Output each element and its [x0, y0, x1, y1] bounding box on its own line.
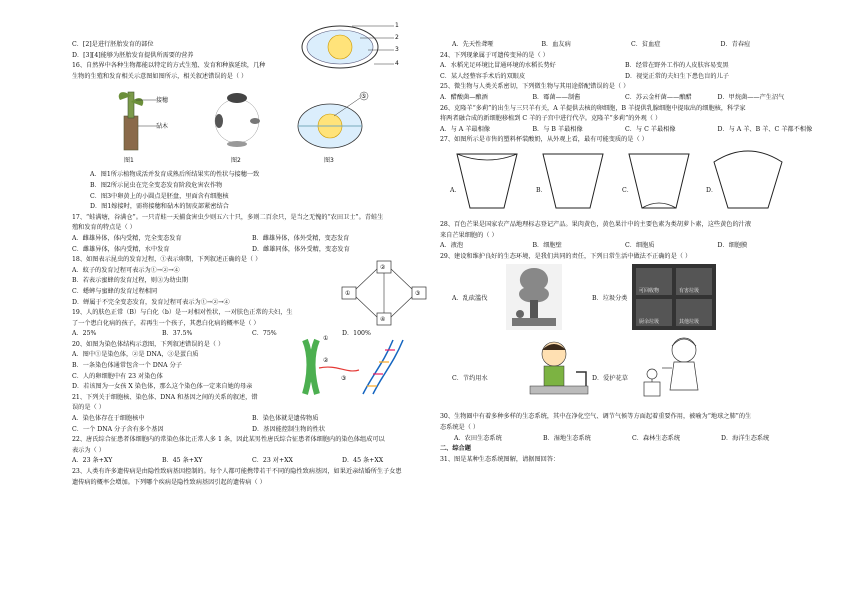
cycle-node-3: ③: [415, 290, 421, 298]
q23-stem: 23、人类有许多遗传病是由隐性致病基因控制的。每个人都可能携带若干不同的隐性致病基因，如果近亲结婚所生子女患: [72, 468, 402, 475]
q22-stem: 22、唐氏综合征患者体细胞内的常染色体比正常人多 1 条，因此某男性唐氏综合征患者体细胞内的染色体组成可以: [72, 436, 385, 444]
q18-stem: 18、如图表示昆虫的发育过程，①表示卵期，下列叙述正确的是（ ）: [72, 256, 262, 264]
q22-option-a: A．23 条+XY: [72, 457, 113, 465]
q29-option-d: D．爱护花草: [592, 375, 628, 383]
q30-option-c: C．森林生态系统: [632, 434, 681, 442]
q19-option-b: B．37.5%: [162, 330, 193, 338]
grafting-figure: [102, 86, 172, 164]
q17-stem: 17、“蛙满塘，谷满仓”。一只青蛙一天捕食害虫少则五六十只，多则二百余只，是当之无愧的“农田卫士”。青蛙生: [72, 213, 384, 221]
q19-option-a: A．25%: [72, 330, 97, 338]
cup-c-icon: [626, 150, 692, 212]
text-line: 16、自然界中各种生物都能以特定的方式生殖、发育和种族延续，几种: [72, 62, 266, 70]
chromo-label-1: ①: [323, 334, 329, 342]
q19-stem: 19、人的肤色正常（B）与白化（b）是一对相对性状，一对肤色正常的夫妇，生: [72, 309, 293, 317]
fig2-caption: 图2: [231, 157, 241, 165]
q21-option-b: B．染色体就是遗传物质: [252, 415, 319, 423]
q28-option-a: A．液泡: [440, 242, 464, 250]
q26-option-d: D．与 A 羊、B 羊、C 羊都不相像: [717, 125, 813, 133]
q28-stem: 来自芒果细胞的（ ）: [440, 231, 498, 239]
q28-option-d: D．细胞膜: [717, 242, 748, 250]
q30-option-d: D．海洋生态系统: [721, 434, 770, 442]
q26-option-a: A．与 A 羊最相像: [440, 125, 490, 133]
q23-stem: 遗传病的概率会增加。下列哪个疾病是隐性致病基因引起的遗传病（ ）: [72, 478, 266, 486]
q16-figures: [72, 82, 432, 170]
q17-option-b: B．雌雄异体，体外受精，变态发育: [252, 234, 350, 242]
q18-option-a: A．蚊子的发育过程可表示为①→②→④: [72, 266, 180, 274]
q25-stem: 25、微生物与人类关系密切，下列微生物与其用途搭配错误的是（ ）: [440, 83, 630, 91]
q21-option-d: D．基因能控制生物的性状: [252, 425, 326, 433]
q29-option-a: A．乱砍滥伐: [452, 295, 488, 303]
deforestation-icon: [506, 264, 562, 330]
text-line: D．[3][4]能够为胚胎发育提供所需要的营养: [72, 51, 194, 59]
q29-stem: 29、建设和维护良好的生态环境，是我们共同的责任，下列日常生活中做法不正确的是（ ）: [440, 252, 692, 260]
q22-option-b: B．45 条+XY: [162, 457, 203, 465]
q26-stem: 将两者融合成的新细胞移植到 C 羊的子宫中进行代孕。克隆羊“多莉”的外观（ ）: [440, 115, 662, 123]
q28-option-c: C．细胞质: [625, 242, 655, 250]
egg-label-5: ⑤: [361, 93, 367, 101]
q30-stem: 态系统是（ ）: [440, 423, 480, 431]
q26-option-b: B．与 B 羊最相像: [532, 125, 583, 133]
q19-option-c: C．75%: [252, 330, 277, 338]
q20-option-c: C．人的卵细胞中有 23 对染色体: [72, 372, 163, 380]
q25-option-c: C．苏云金杆菌——酿醋: [625, 93, 692, 101]
q31-stem: 31、图是某种生态系统图解，请据图回答：: [440, 455, 560, 463]
cup-d-icon: [710, 146, 786, 212]
q21-stem: 21、下列关于细胞核、染色体、DNA 和基因之间的关系的叙述，错: [72, 393, 258, 401]
q16-option-b: B．图2所示昆虫在完全变态发育阶段危害农作物: [90, 181, 223, 189]
egg-label-4: 4: [395, 60, 399, 67]
q17-option-a: A．雌雄异体，体内受精，完全变态发育: [72, 234, 182, 242]
q16-option-c: C．图3中卵黄上的小圆点是胚盘，里面含有细胞核: [90, 192, 229, 200]
q25-option-a: A．醋酸菌—酿酒: [440, 93, 488, 101]
q28-stem: 28、百色芒果是国家农产品地理标志登记产品。果肉黄色，黄色果汁中的主要色素为类胡萝卜素，这些黄色的汁液: [440, 220, 752, 228]
q24-stem: 24、下列现象属于可遗传变异的是（ ）: [440, 51, 549, 59]
q17-option-c: C．雌雄异体，体内受精，水中发育: [72, 245, 170, 253]
chromosome-dna-diagram: [297, 334, 412, 402]
egg-figure-3: [294, 86, 374, 164]
scion-label: 接穗: [156, 97, 169, 105]
q23-option-d: D．青春痘: [720, 41, 751, 48]
egg-label-2: 2: [395, 34, 399, 41]
q24-option-a: A．水稻光足环境比冒通环境的水稻长势好: [440, 62, 556, 70]
water-saving-icon: [526, 338, 594, 404]
insect-cycle-figure: [207, 86, 267, 164]
q23-option-a: A．先天性聋哑: [452, 41, 494, 48]
cup-b-icon: [540, 150, 606, 212]
q18-option-b: B．若表示蜜蜂的发育过程，则③为幼虫期: [72, 277, 188, 285]
q29-pictures: [440, 262, 810, 412]
garbage-sort-panel: [632, 264, 716, 330]
cup-option-a: A．: [450, 186, 461, 194]
q24-option-b: B．经常在野外工作的人皮肤容易变黑: [625, 62, 729, 70]
cup-option-d: D．: [706, 186, 718, 194]
q23-option-b: B．血友病: [541, 41, 571, 48]
cycle-node-1: ①: [345, 290, 351, 298]
q21-option-c: C．一个 DNA 分子含有多个基因: [72, 425, 164, 433]
q25-option-d: D．甲烷菌——产生沼气: [717, 93, 785, 101]
q21-option-a: A．染色体存在于细胞核中: [72, 415, 145, 423]
fig1-caption: 图1: [124, 157, 134, 165]
cycle-node-4: ④: [380, 316, 386, 324]
cup-a-icon: [454, 150, 520, 212]
q24-option-c: C．某人经整容手术后的双眼皮: [440, 72, 526, 80]
q30-option-b: B．湿地生态系统: [543, 434, 591, 442]
q24-option-d: D．视觉正常的夫妇生下患色盲的儿子: [625, 72, 729, 80]
q30-stem: 30、生物圈中有着多种多样的生态系统，其中在净化空气、调节气候等方面起着重要作用，被喻为“地球之肺”的生: [440, 413, 752, 421]
egg-label-3: 3: [395, 46, 399, 53]
bin-label-recyclable: 可回收物: [639, 288, 660, 295]
q23-option-c: C．贫血症: [631, 41, 661, 48]
q28-option-b: B．细胞壁: [532, 242, 562, 250]
q22-option-d: D．45 条+XX: [342, 457, 384, 465]
cycle-node-2: ②: [380, 264, 386, 272]
bin-label-kitchen: 厨余垃圾: [639, 319, 660, 326]
text-line: C．[2]是进行胚胎发育的部位: [72, 41, 154, 48]
chromo-label-2: ②: [323, 356, 329, 364]
q20-option-d: D．若该图为一女孩 X 染色体，那么这个染色体一定来自她的母亲: [72, 383, 253, 391]
q18-option-c: C．蟋蟀与蜜蜂的发育过程相同: [72, 287, 158, 295]
cup-option-b: B．: [536, 186, 547, 194]
bin-label-hazardous: 有害垃圾: [679, 288, 700, 295]
bin-label-other: 其他垃圾: [679, 319, 700, 326]
q27-stem: 27、如图所示是市售的塑料杯装酸奶，从外观上看，最有可能变质的是（ ）: [440, 136, 648, 144]
q22-stem: 表示为（ ）: [72, 446, 105, 454]
q18-option-d: D．蝉属于不完全变态发育，发育过程可表示为①→②→④: [72, 298, 230, 306]
egg-label-1: 1: [395, 22, 399, 29]
section-heading: 二、综合题: [440, 445, 471, 453]
q20-option-a: A．图中①是染色体，②是 DNA，③是蛋白质: [72, 351, 199, 359]
stock-label: 砧木: [156, 123, 169, 131]
text-line: 生物的生殖和发育相关示意图如图所示，相关叙述错误的是（ ）: [72, 72, 248, 80]
q17-option-d: D．雌雄同体，体外受精，变态发育: [252, 245, 350, 253]
q19-stem: 了一个患白化病的孩子，若再生一个孩子，其患白化病的概率是（ ）: [72, 319, 260, 327]
caring-plants-icon: [640, 332, 714, 408]
q17-stem: 殖和发育的特点是（ ）: [72, 224, 136, 232]
q20-stem: 20、如图为染色体结构示意图，下列叙述错误的是（ ）: [72, 340, 225, 348]
q16-option-a: A．图1所示植物成活并发育成熟后所结果实的性状与接穗一致: [90, 171, 260, 179]
q26-option-c: C．与 C 羊最相像: [625, 125, 676, 133]
right-column: [440, 40, 813, 465]
q30-option-a: A．农田生态系统: [454, 434, 502, 442]
q21-stem: 误的是（ ）: [72, 404, 105, 412]
cup-option-c: C．: [622, 186, 633, 194]
fig3-caption: 图3: [324, 157, 334, 165]
q16-option-d: D．图1嫁接时，需将接穗和砧木的韧皮部紧密结合: [90, 203, 229, 211]
q22-option-c: C．23 对+XX: [252, 457, 293, 465]
q26-stem: 26、克隆羊“多莉”的出生与三只羊有关，A 羊提供去核的卵细胞，B 羊提供乳腺细胞中提取出的细胞核，科学家: [440, 104, 746, 112]
chromo-label-3: ③: [341, 374, 347, 382]
q20-option-b: B．一条染色体通常包含一个 DNA 分子: [72, 362, 182, 370]
q29-option-b: B．垃圾分类: [592, 295, 628, 303]
left-column: [72, 40, 432, 488]
q29-option-c: C．节约用水: [452, 375, 488, 383]
q19-option-d: D．100%: [342, 330, 371, 338]
q25-option-b: B．霉菌——制酱: [532, 93, 581, 101]
q27-cups: [440, 146, 810, 220]
insect-cycle-diagram: [340, 259, 430, 329]
